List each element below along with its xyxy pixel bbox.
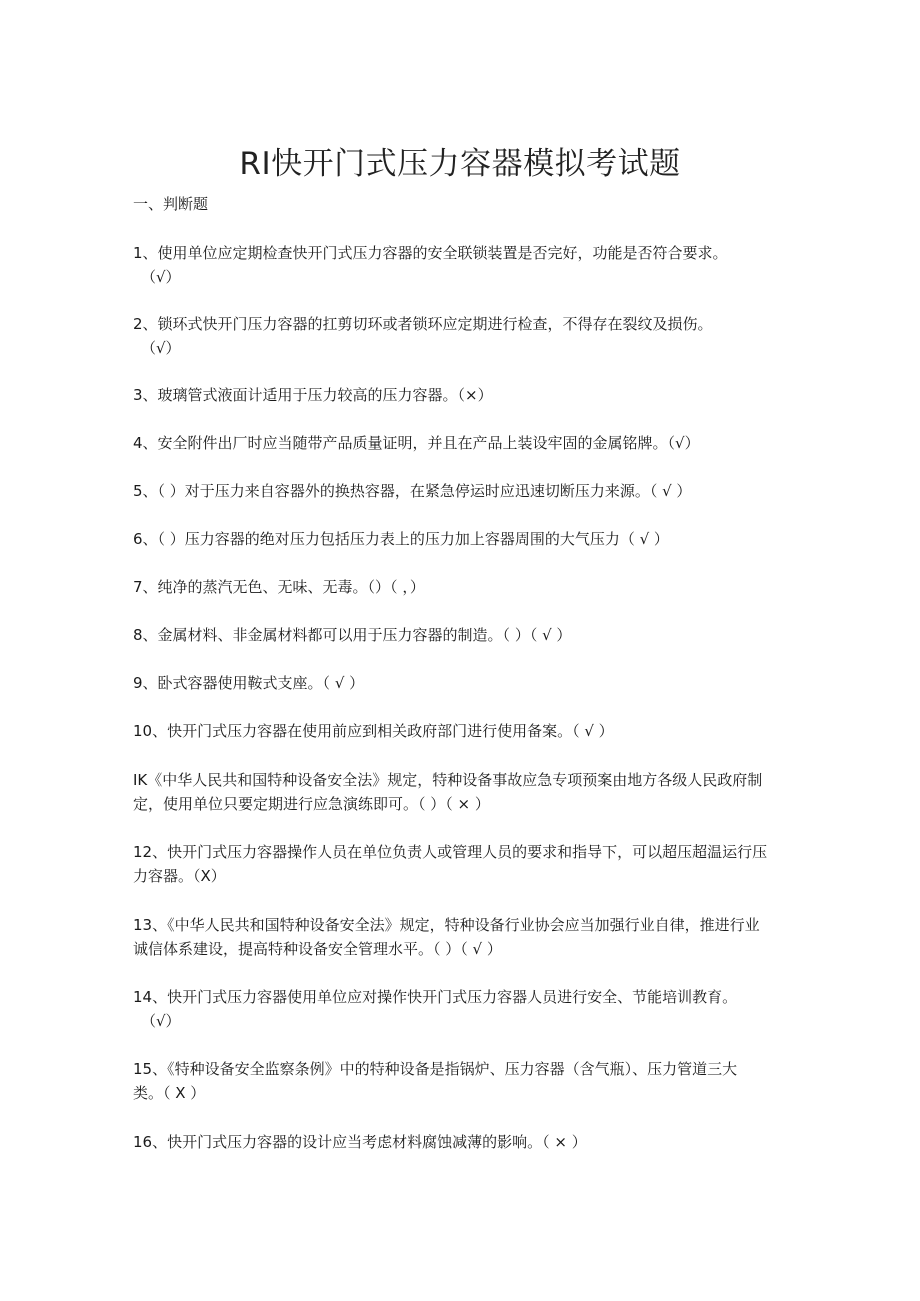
question-answer: （√） bbox=[141, 339, 181, 357]
question-item bbox=[133, 479, 793, 503]
question-text: 14、快开门式压力容器使用单位应对操作快开门式压力容器人员进行安全、节能培训教育。 bbox=[133, 988, 738, 1006]
question-text: 16、快开门式压力容器的设计应当考虑材料腐蚀减薄的影响。（ × ） bbox=[133, 1133, 587, 1151]
question-text: 力容器。（X） bbox=[133, 867, 226, 885]
question-text: 15、《特种设备安全监察条例》中的特种设备是指锅炉、压力容器（含气瓶）、压力管道三大 bbox=[133, 1060, 738, 1078]
question-text: 13、《中华人民共和国特种设备安全法》规定，特种设备行业协会应当加强行业自律，推进行业 bbox=[133, 916, 760, 934]
question-text: 2、锁环式快开门压力容器的扛剪切环或者锁环应定期进行检查，不得存在裂纹及损伤。 bbox=[133, 315, 713, 333]
question-item bbox=[133, 671, 793, 695]
question-item bbox=[133, 241, 793, 289]
question-item bbox=[133, 913, 793, 961]
question-text: 定，使用单位只要定期进行应急演练即可。（ ）（ × ） bbox=[133, 795, 490, 813]
question-item bbox=[133, 719, 793, 743]
question-text: 类。（ X ） bbox=[133, 1084, 206, 1102]
question-item bbox=[133, 575, 793, 599]
question-item bbox=[133, 840, 793, 888]
page-title: RI快开门式压力容器模拟考试题 bbox=[239, 145, 681, 182]
question-answer: （√） bbox=[141, 268, 181, 286]
question-text: 10、快开门式压力容器在使用前应到相关政府部门进行使用备案。（ √ ） bbox=[133, 722, 614, 740]
question-text: IK《中华人民共和国特种设备安全法》规定，特种设备事故应急专项预案由地方各级人民政府制 bbox=[133, 771, 763, 789]
question-item bbox=[133, 383, 793, 407]
question-item bbox=[133, 623, 793, 647]
question-item bbox=[133, 768, 793, 816]
question-answer: （√） bbox=[141, 1012, 181, 1030]
question-text: 8、金属材料、非金属材料都可以用于压力容器的制造。（ ）（ √ ） bbox=[133, 626, 572, 644]
question-item bbox=[133, 1130, 793, 1154]
question-text: 4、安全附件出厂时应当随带产品质量证明，并且在产品上装设牢固的金属铭牌。（√） bbox=[133, 434, 700, 452]
question-item bbox=[133, 1057, 793, 1105]
question-text: 12、快开门式压力容器操作人员在单位负责人或管理人员的要求和指导下，可以超压超温运行压 bbox=[133, 843, 768, 861]
question-text: 诚信体系建设，提高特种设备安全管理水平。（ ）（ √ ） bbox=[133, 940, 502, 958]
question-text: 3、玻璃管式液面计适用于压力较高的压力容器。（×） bbox=[133, 386, 493, 404]
question-item bbox=[133, 985, 793, 1033]
question-item bbox=[133, 312, 793, 360]
question-text: 6、（ ）压力容器的绝对压力包括压力表上的压力加上容器周围的大气压力（ √ ） bbox=[133, 530, 669, 548]
question-text: 5、（ ）对于压力来自容器外的换热容器，在紧急停运时应迅速切断压力来源。（ √ ） bbox=[133, 482, 692, 500]
question-text: 7、纯净的蒸汽无色、无味、无毒。（）（ ，） bbox=[133, 578, 425, 596]
question-text: 9、卧式容器使用鞍式支座。（ √ ） bbox=[133, 674, 365, 692]
question-text: 1、使用单位应定期检查快开门式压力容器的安全联锁装置是否完好，功能是否符合要求。 bbox=[133, 244, 728, 262]
question-item bbox=[133, 431, 793, 455]
question-item bbox=[133, 527, 793, 551]
section-heading: 一、判断题 bbox=[133, 195, 209, 213]
